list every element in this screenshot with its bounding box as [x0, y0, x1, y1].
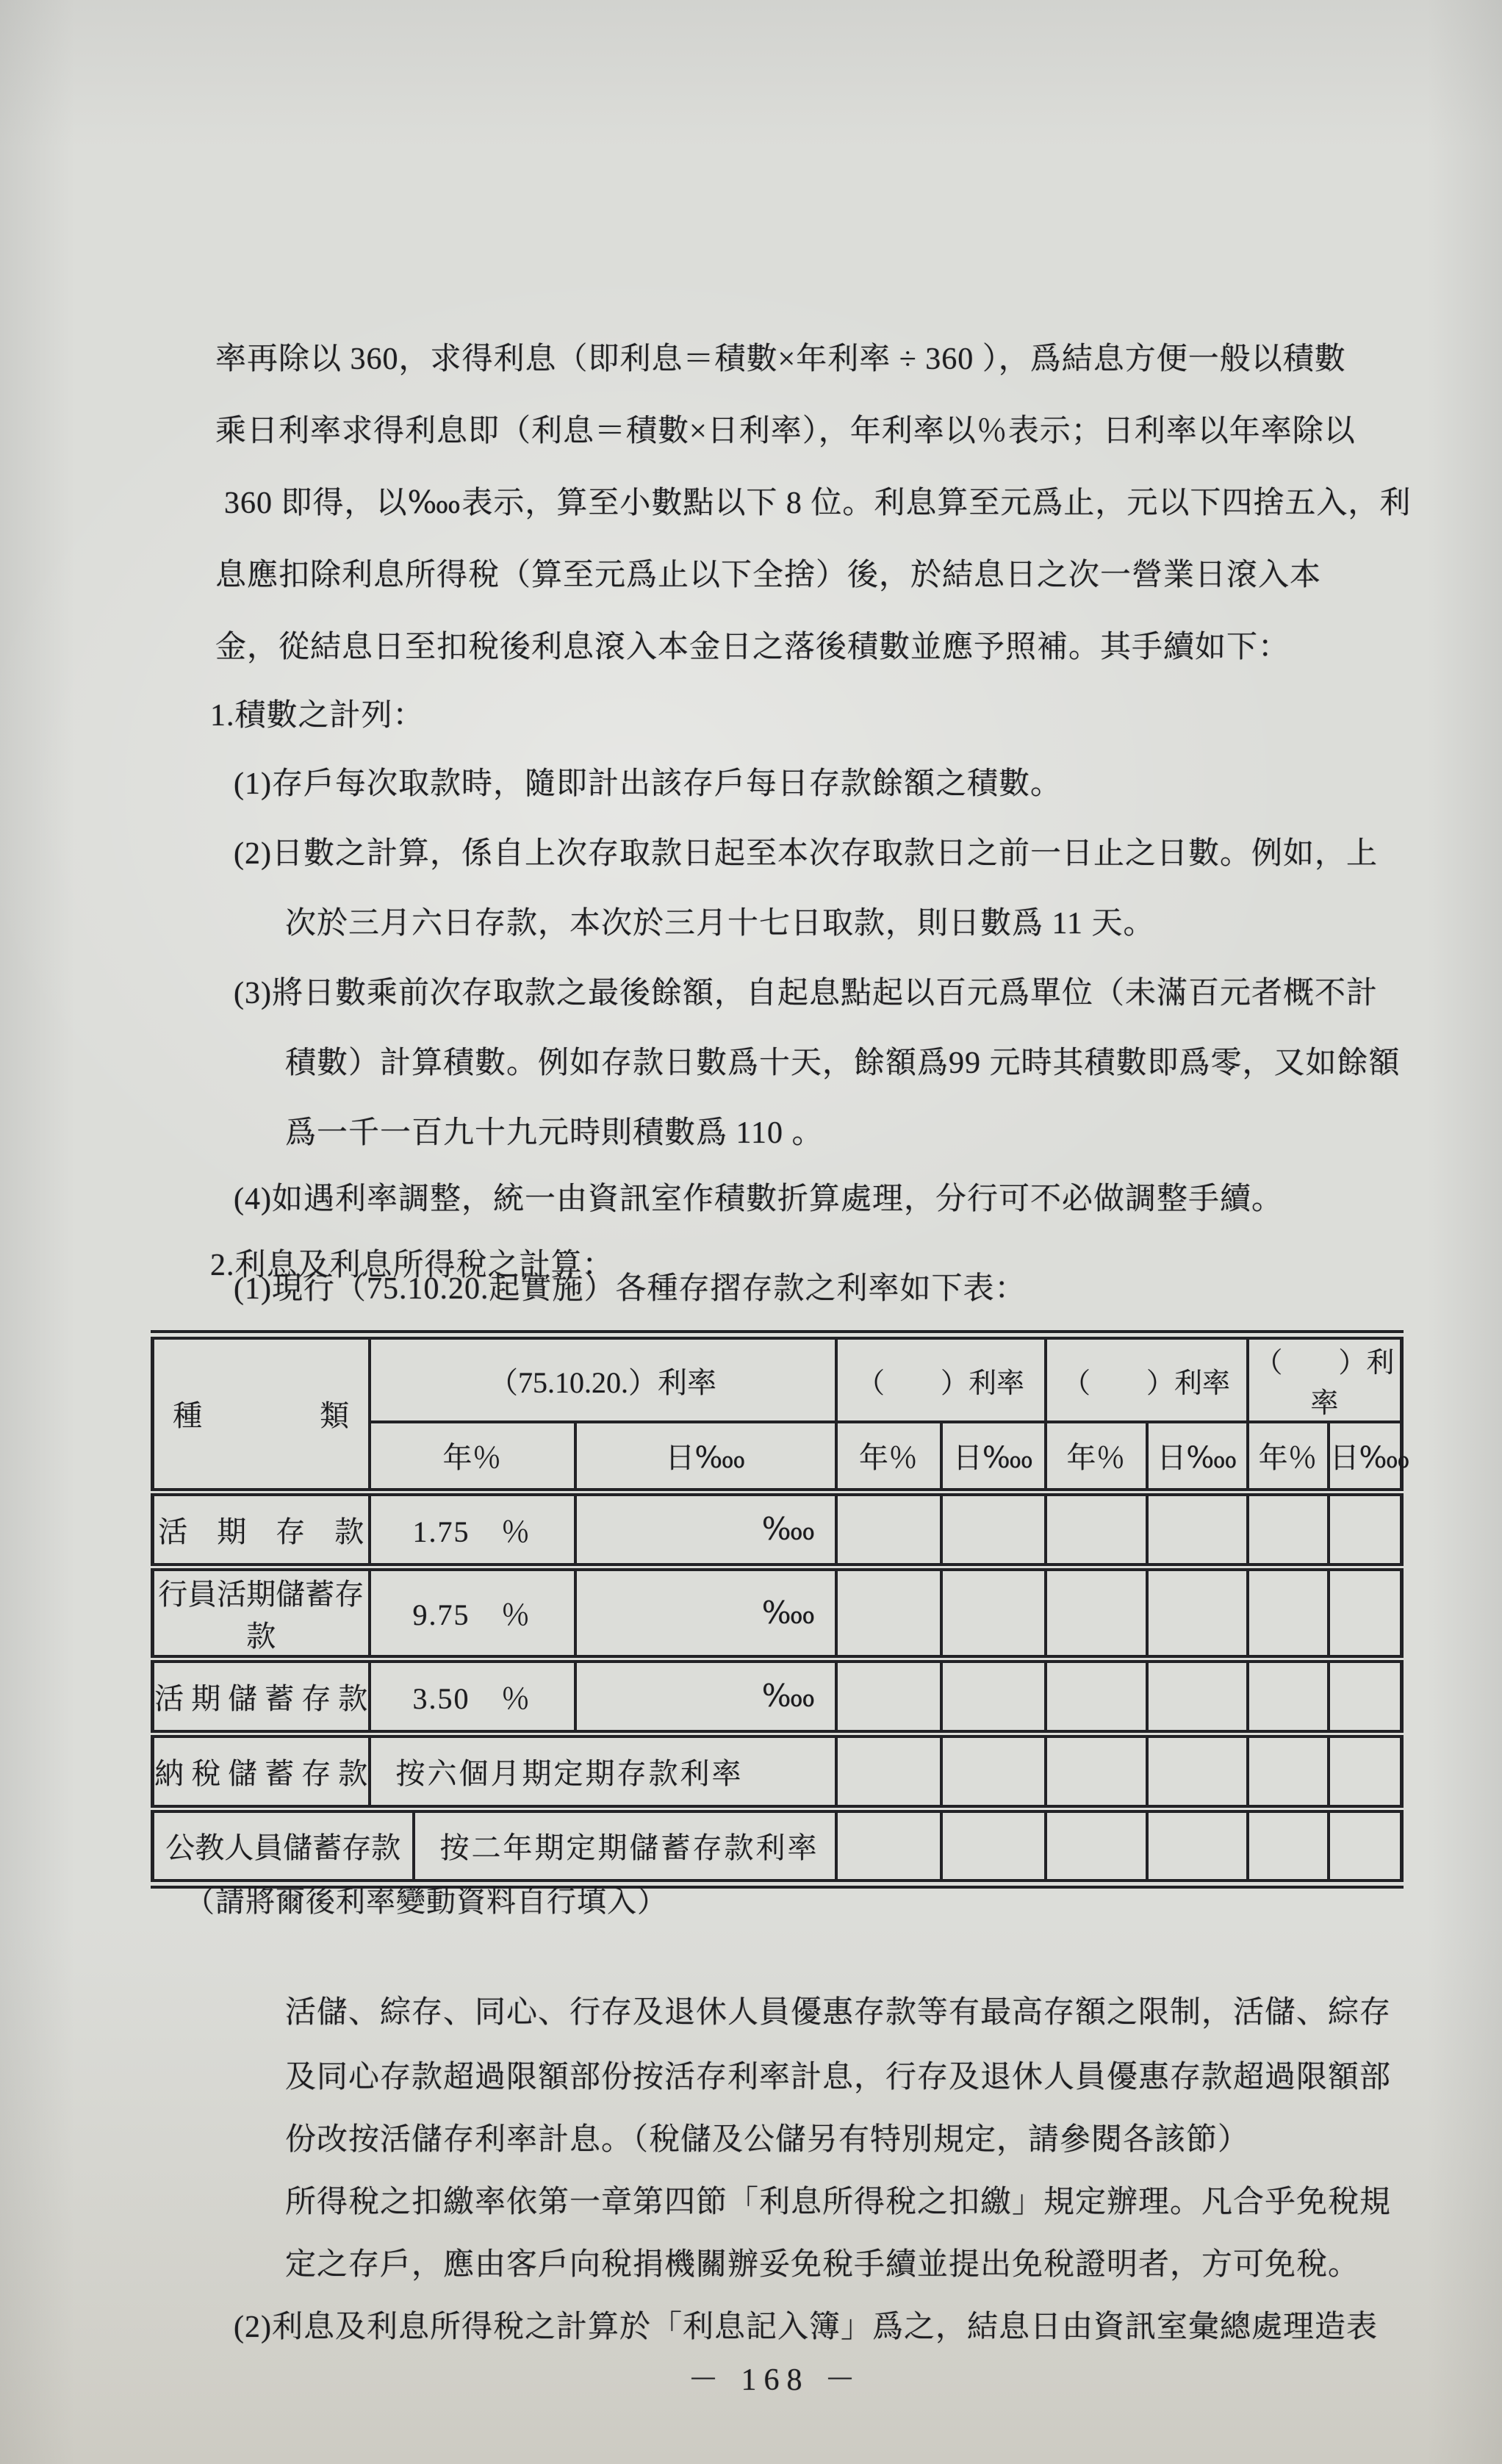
empty-rate-cell [1147, 1567, 1248, 1659]
row-label: 活 期 儲 蓄 存 款 [153, 1659, 370, 1734]
annual-rate-value: 3.50 ％ [370, 1659, 575, 1734]
empty-rate-cell [1046, 1659, 1147, 1734]
paragraph-line: 360 即得，以‱表示，算至小數點以下 8 位。利息算至元爲止，元以下四捨五入，利 [224, 486, 1412, 520]
empty-rate-cell [1147, 1659, 1248, 1734]
row-label: 行員活期儲蓄存款 [153, 1567, 370, 1659]
empty-rate-cell [1147, 1809, 1248, 1883]
closing-line: 及同心存款超過限額部份按活存利率計息，行存及退休人員優惠存款超過限額部 [285, 2061, 1392, 2094]
header-rate-group-blank: （ ）利率 [836, 1335, 1046, 1423]
list-item-2-line1: (2)日數之計算，係自上次存取款日起至本次存取款日之前一日止之日數。例如，上 [234, 837, 1378, 871]
paragraph-line: 乘日利率求得利息即（利息＝積數×日利率），年利率以％表示；日利率以年率除以 [215, 414, 1356, 448]
closing-line: 所得稅之扣繳率依第一章第四節「利息所得稅之扣繳」規定辦理。凡合乎免稅規 [285, 2185, 1392, 2219]
subheader-daily-permyriad: 日‱ [575, 1422, 836, 1492]
list-item-1: (1)存戶每次取款時，隨即計出該存戶每日存款餘額之積數。 [234, 767, 1062, 801]
list-item-4: (4)如遇利率調整，統一由資訊室作積數折算處理，分行可不必做調整手續。 [234, 1182, 1283, 1216]
paragraph-line: 率再除以 360，求得利息（即利息＝積數×年利率 ÷ 360 ），爲結息方便一般以積數 [215, 342, 1346, 376]
list-item-3-line1: (3)將日數乘前次存取款之最後餘額，自起息點起以百元爲單位（未滿百元者概不計 [234, 977, 1378, 1010]
empty-rate-cell [941, 1734, 1046, 1809]
table-row-tax-savings [153, 1734, 1402, 1809]
empty-rate-cell [1046, 1734, 1147, 1809]
paragraph-line: 金，從結息日至扣稅後利息滾入本金日之落後積數並應予照補。其手續如下： [215, 631, 1290, 664]
empty-rate-cell [836, 1659, 941, 1734]
empty-rate-cell [941, 1659, 1046, 1734]
subheader-annual-percent: 年％ [370, 1422, 575, 1492]
closing-line: 份改按活儲存利率計息。（稅儲及公儲另有特別規定，請參閱各該節） [285, 2123, 1250, 2157]
empty-rate-cell [941, 1809, 1046, 1883]
section1-heading: 1.積數之計列： [210, 699, 425, 733]
empty-rate-cell [1329, 1567, 1402, 1659]
section2-item2: (2)利息及利息所得稅之計算於「利息記入簿」爲之，結息日由資訊室彙總處理造表 [234, 2310, 1378, 2344]
empty-rate-cell [1329, 1809, 1402, 1883]
empty-rate-cell [1248, 1809, 1329, 1883]
rate-reference-note: 按二年期定期儲蓄存款利率 [414, 1809, 836, 1883]
empty-rate-cell [941, 1492, 1046, 1567]
empty-rate-cell [836, 1734, 941, 1809]
empty-rate-cell [1046, 1567, 1147, 1659]
empty-rate-cell [1248, 1567, 1329, 1659]
daily-rate-cell: ‱ [575, 1492, 836, 1567]
subheader-daily-permyriad: 日‱ [941, 1422, 1046, 1492]
annual-rate-value: 1.75 ％ [370, 1492, 575, 1567]
subheader-daily-permyriad: 日‱ [1329, 1422, 1402, 1492]
empty-rate-cell [1248, 1659, 1329, 1734]
header-category: 種 類 [173, 1399, 350, 1433]
table-row-staff-demand-savings [153, 1567, 1402, 1659]
closing-line: 定之存戶，應由客戶向稅捐機關辦妥免稅手續並提出免稅證明者，方可免稅。 [285, 2248, 1360, 2282]
empty-rate-cell [1147, 1492, 1248, 1567]
empty-rate-cell [836, 1492, 941, 1567]
header-rate-group-blank: （ ）利率 [1248, 1335, 1402, 1423]
empty-rate-cell [1147, 1734, 1248, 1809]
subheader-annual-percent: 年％ [836, 1422, 941, 1492]
empty-rate-cell [836, 1809, 941, 1883]
table-row-demand-savings [153, 1659, 1402, 1734]
closing-line: 活儲、綜存、同心、行存及退休人員優惠存款等有最高存額之限制，活儲、綜存 [285, 1996, 1392, 2030]
empty-rate-cell [1046, 1492, 1147, 1567]
annual-rate-value: 9.75 ％ [370, 1567, 575, 1659]
rate-reference-note: 按六個月期定期存款利率 [370, 1734, 836, 1809]
subheader-annual-percent: 年％ [1248, 1422, 1329, 1492]
table-row-demand-deposit [153, 1492, 1402, 1567]
row-label: 活 期 存 款 [153, 1492, 370, 1567]
empty-rate-cell [1329, 1734, 1402, 1809]
header-rate-group-current: （75.10.20.）利率 [370, 1335, 836, 1423]
list-item-3-line3: 爲一千一百九十九元時則積數爲 110 。 [285, 1116, 824, 1150]
subheader-annual-percent: 年％ [1046, 1422, 1147, 1492]
empty-rate-cell [1248, 1734, 1329, 1809]
list-item-3-line2: 積數）計算積數。例如存款日數爲十天，餘額爲99 元時其積數即爲零，又如餘額 [285, 1046, 1401, 1080]
list-item-2-line2: 次於三月六日存款，本次於三月十七日取款，則日數爲 11 天。 [285, 907, 1155, 941]
daily-rate-cell: ‱ [575, 1567, 836, 1659]
interest-rate-table [151, 1330, 1410, 1889]
table-row-public-servant-savings [153, 1809, 1402, 1883]
table-note: （請將爾後利率變動資料自行填入） [185, 1885, 667, 1918]
empty-rate-cell [1046, 1809, 1147, 1883]
subheader-daily-permyriad: 日‱ [1147, 1422, 1248, 1492]
row-label: 納 稅 儲 蓄 存 款 [153, 1734, 370, 1809]
section2-item1-line: (1)現行（75.10.20.起實施）各種存摺存款之利率如下表： [234, 1272, 1027, 1306]
empty-rate-cell [1248, 1492, 1329, 1567]
empty-rate-cell [1329, 1492, 1402, 1567]
page-number: － 168 － [687, 2363, 863, 2397]
section2-heading: 2.利息及利息所得稅之計算： [210, 1249, 614, 1282]
row-label: 公教人員儲蓄存款 [153, 1809, 414, 1883]
empty-rate-cell [1329, 1659, 1402, 1734]
daily-rate-cell: ‱ [575, 1659, 836, 1734]
paragraph-line: 息應扣除利息所得稅（算至元爲止以下全捨）後，於結息日之次一營業日滾入本 [215, 558, 1322, 592]
empty-rate-cell [941, 1567, 1046, 1659]
header-rate-group-blank: （ ）利率 [1046, 1335, 1248, 1423]
empty-rate-cell [836, 1567, 941, 1659]
